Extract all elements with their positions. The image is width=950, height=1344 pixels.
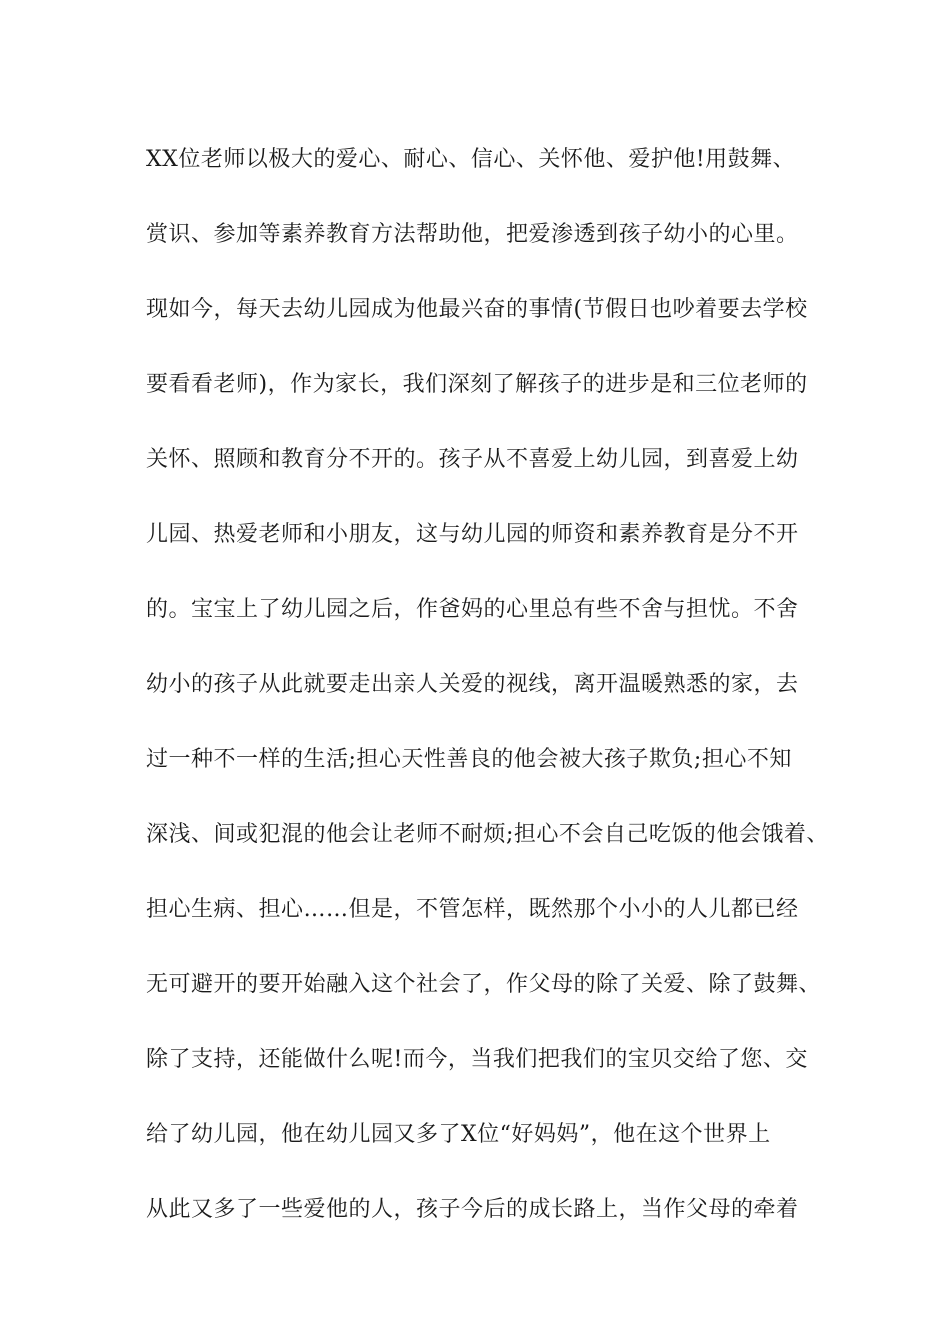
text-line: 关怀、照顾和教育分不开的。孩子从不喜爱上幼儿园，到喜爱上幼 — [146, 447, 799, 472]
text-line: 要看看老师)，作为家长，我们深刻了解孩子的进步是和三位老师的 — [146, 372, 808, 397]
text-line: 儿园、热爱老师和小朋友，这与幼儿园的师资和素养教育是分不开 — [146, 522, 799, 547]
text-line: 担心生病、担心……但是，不管怎样，既然那个小小的人儿都已经 — [146, 897, 799, 922]
body-text — [146, 122, 836, 1247]
text-line: 除了支持，还能做什么呢!而今，当我们把我们的宝贝交给了您、交 — [146, 1047, 808, 1072]
text-line: 幼小的孩子从此就要走出亲人关爱的视线，离开温暖熟悉的家，去 — [146, 672, 799, 697]
text-line: 赏识、参加等素养教育方法帮助他，把爱渗透到孩子幼小的心里。 — [146, 222, 799, 247]
text-line: 现如今，每天去幼儿园成为他最兴奋的事情(节假日也吵着要去学校 — [146, 297, 808, 322]
text-line: XX位老师以极大的爱心、耐心、信心、关怀他、爱护他!用鼓舞、 — [146, 147, 796, 172]
text-line: 过一种不一样的生活;担心天性善良的他会被大孩子欺负;担心不知 — [146, 747, 792, 772]
text-line: 无可避开的要开始融入这个社会了，作父母的除了关爱、除了鼓舞、 — [146, 972, 822, 997]
text-line: 从此又多了一些爱他的人，孩子今后的成长路上，当作父母的牵着 — [146, 1197, 799, 1222]
text-line: 深浅、间或犯混的他会让老师不耐烦;担心不会自己吃饭的他会饿着、 — [146, 822, 829, 847]
text-line: 的。宝宝上了幼儿园之后，作爸妈的心里总有些不舍与担忧。不舍 — [146, 597, 799, 622]
text-line: 给了幼儿园，他在幼儿园又多了X位“好妈妈”，他在这个世界上 — [146, 1122, 771, 1147]
